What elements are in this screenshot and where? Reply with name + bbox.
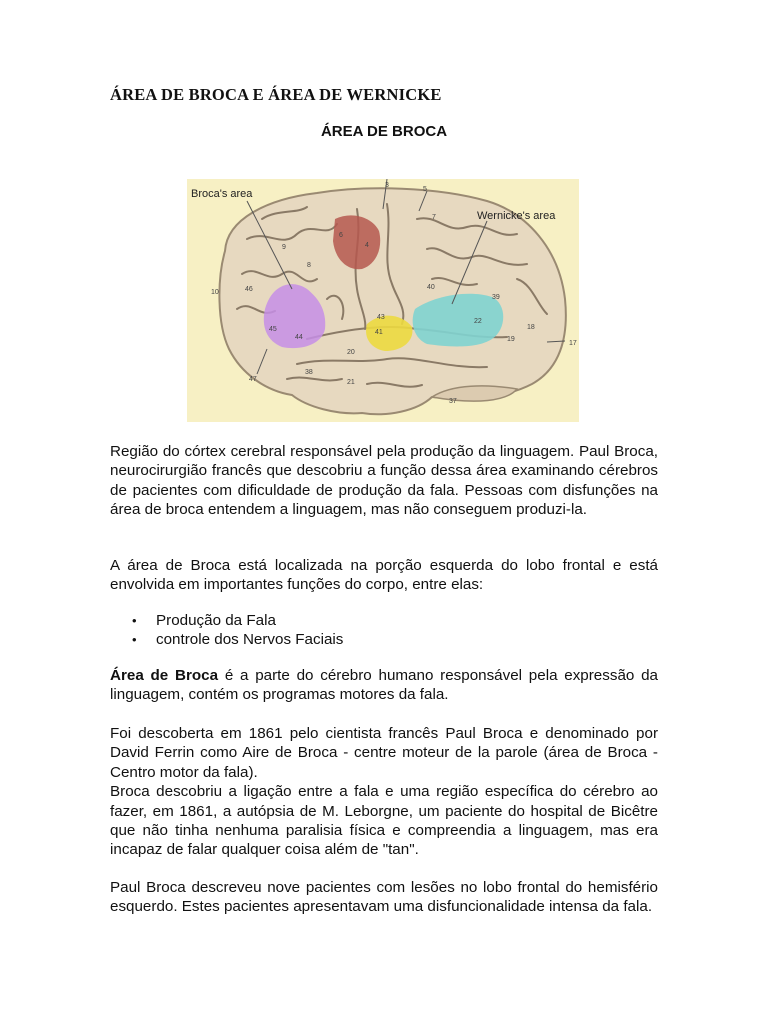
- area-number: 43: [377, 314, 385, 321]
- list-item: • Produção da Fala: [132, 612, 276, 629]
- history-discovery: Foi descoberta em 1861 pelo cientista francês Paul Broca e denominado por David Ferrin como Aire de Broca - centre moteur de la parole (área de Broca - Centro motor da fala).: [110, 725, 658, 781]
- area-number: 39: [492, 294, 500, 301]
- area-number: 46: [245, 286, 253, 293]
- area-number: 21: [347, 379, 355, 386]
- broca-area-label: Broca's area: [191, 188, 253, 200]
- area-number: 22: [474, 318, 482, 325]
- brain-diagram-figure: [187, 179, 579, 422]
- definition-text: é a parte do cérebro humano responsável pela expressão da linguagem, contém os programas motores da fala.: [110, 667, 658, 704]
- section-title-text: ÁREA DE BROCA: [320, 123, 448, 140]
- paragraph-patients: Paul Broca descreveu nove pacientes com lesões no lobo frontal do hemisfério esquerdo. Estes pacientes apresentavam uma disfuncionalidade intensa da fala.: [110, 879, 658, 916]
- area-number: 10: [211, 289, 219, 296]
- paragraph-intro: Região do córtex cerebral responsável pela produção da linguagem. Paul Broca, neurocirurgião francês que descobriu a função dessa área examinando cérebros de pacientes com dificuldade de produção da fala. Pessoas com disfunções na área de broca entendem a linguagem, mas não conseguem produzi-la.: [110, 443, 658, 519]
- list-item-text: controle dos Nervos Faciais: [156, 631, 344, 649]
- area-number: 17: [569, 340, 577, 347]
- area-number: 38: [305, 369, 313, 376]
- wernicke-area-label: Wernicke's area: [477, 210, 556, 222]
- paragraph-definition: [110, 666, 658, 705]
- functions-list: [110, 611, 343, 650]
- area-number: 20: [347, 349, 355, 356]
- list-item: • controle dos Nervos Faciais: [132, 631, 344, 649]
- area-number: 5: [423, 186, 427, 193]
- area-number: 9: [282, 244, 286, 251]
- area-number: 47: [249, 376, 257, 383]
- document-title: ÁREA DE BROCA E ÁREA DE WERNICKE: [110, 85, 442, 104]
- area-number: 37: [449, 398, 457, 405]
- area-number: 45: [269, 326, 277, 333]
- area-number: 4: [365, 242, 369, 249]
- area-number: 41: [375, 329, 383, 336]
- brain-diagram: [187, 179, 579, 422]
- paragraph-location: A área de Broca está localizada na porção esquerda do lobo frontal e está envolvida em importantes funções do corpo, entre elas:: [110, 557, 658, 594]
- section-title: [0, 123, 768, 140]
- area-number: 40: [427, 284, 435, 291]
- area-number: 6: [339, 232, 343, 239]
- list-item-text: Produção da Fala: [156, 612, 276, 629]
- bold-term: Área de Broca: [110, 667, 219, 684]
- area-number: 44: [295, 334, 303, 341]
- area-number: 19: [507, 336, 515, 343]
- history-autopsy: Broca descobriu a ligação entre a fala e uma região específica do cérebro ao fazer, em 1861, a autópsia de M. Leborgne, um paciente do hospital de Bicêtre que não tinha nenhuma paralisia física e compreendia a linguagem, mas era incapaz de falar qualquer coisa além de "tan".: [110, 783, 658, 859]
- area-number: 3: [385, 182, 389, 189]
- area-number: 18: [527, 324, 535, 331]
- area-number: 7: [432, 214, 436, 221]
- area-number: 8: [307, 262, 311, 269]
- paragraph-history: [110, 724, 658, 860]
